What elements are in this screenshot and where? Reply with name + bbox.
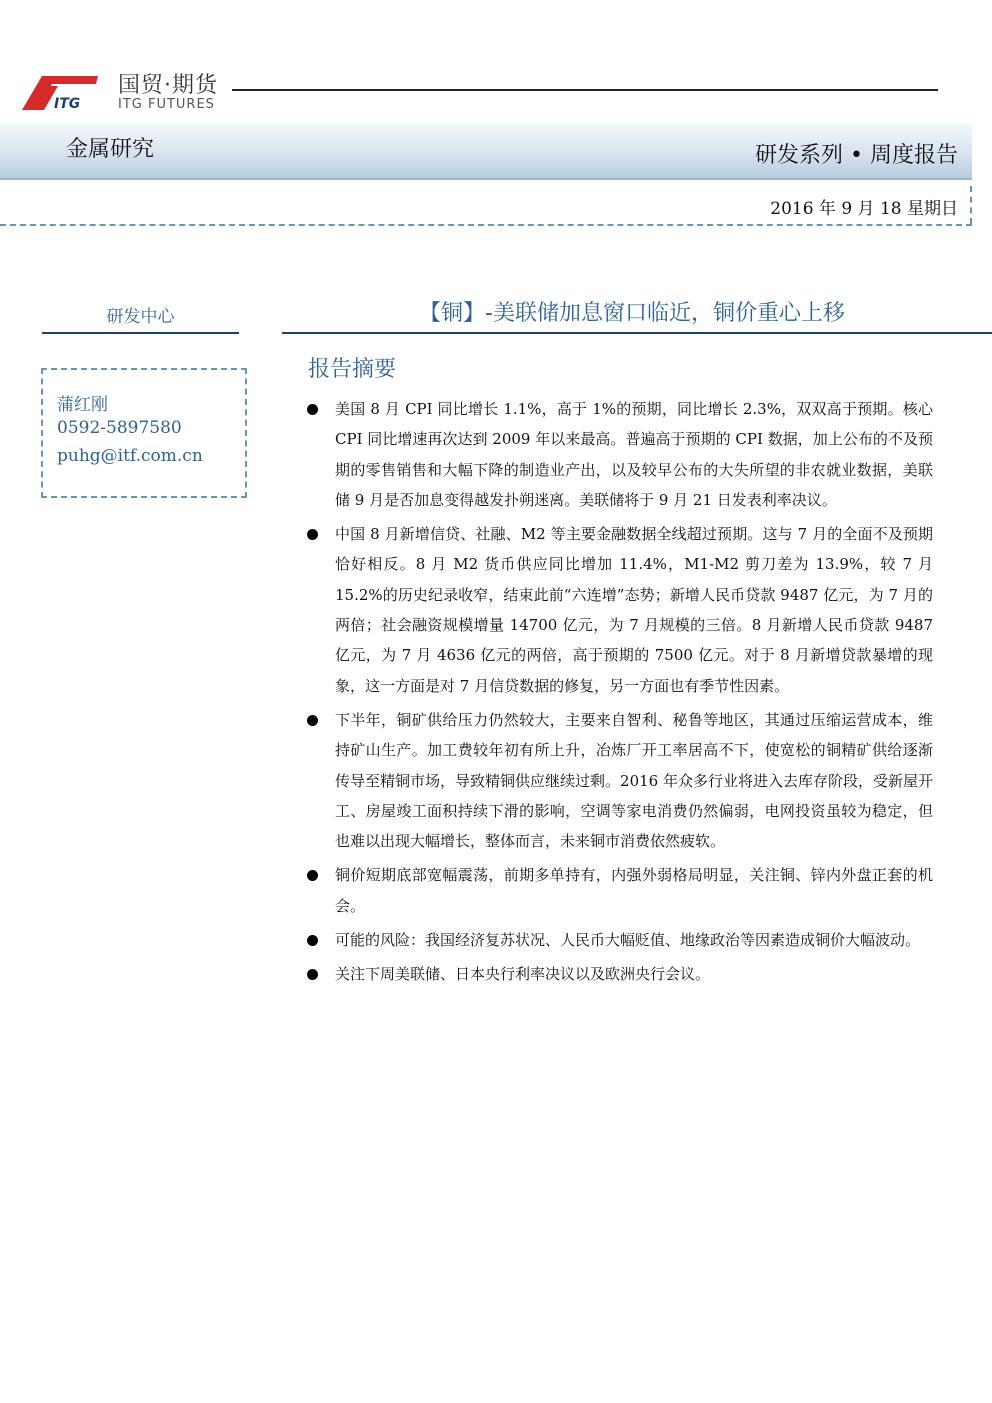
summary-text: 铜价短期底部宽幅震荡，前期多单持有，内强外弱格局明显，关注铜、锌内外盘正套的机会。 [335,866,933,915]
series-label: 研发系列 • 周度报告 [755,143,958,168]
summary-heading: 报告摘要 [308,357,397,382]
summary-text: 下半年，铜矿供给压力仍然较大，主要来自智利、秘鲁等地区，其通过压缩运营成本，维持矿山生产。加工费较年初有所上升，冶炼厂开工率居高不下，使宽松的铜精矿供给逐渐传导至精铜市场，导致精铜供应继续过剩。2016 年众多行业将进入去库存阶段，受新屋开工、房屋竣工面积持续下滑的影响，空调等家电消费仍然偏弱，电网投资虽较为稳定，但也难以出现大幅增长，整体而言，未来铜市消费依然疲软。 [335,710,933,851]
sidebar-rule [42,332,239,334]
report-date: 2016 年 9 月 18 星期日 [770,199,958,219]
summary-item [305,925,933,955]
bullet-icon [307,870,318,881]
contact-phone: 0592-5897580 [57,418,182,438]
company-logo [18,66,218,116]
summary-text: 可能的风险：我国经济复苏状况、人民币大幅贬值、地缘政治等因素造成铜价大幅波动。 [335,931,921,950]
title-rule [282,332,992,334]
bullet-icon [307,935,318,946]
summary-item [305,519,933,701]
report-title: 【铜】-美联储加息窗口临近，铜价重心上移 [419,301,845,326]
summary-list [305,394,933,994]
summary-text: 关注下周美联储、日本央行利率决议以及欧洲央行会议。 [335,965,711,984]
bullet-icon [307,404,318,415]
logo-english-name: ITG FUTURES [118,97,215,112]
contact-name: 蒲红刚 [57,395,108,415]
logo-mark-text: ITG [54,96,81,112]
sidebar-title: 研发中心 [106,307,175,327]
bullet-icon [307,969,318,980]
contact-email[interactable]: puhg@itf.com.cn [57,446,203,466]
summary-item [305,705,933,856]
date-row [0,186,972,226]
summary-text: 美国 8 月 CPI 同比增长 1.1%，高于 1%的预期，同比增长 2.3%，双双高于预期。核心 CPI 同比增速再次达到 2009 年以来最高。普遍高于预期的 CPI 数据，加上公布的不及预期的零售销售和大幅下降的制造业产出，以及较早公布的大失所望的非农就业数据，美联储 9 月是否加息变得越发扑朔迷离。美联储将于 9 月 21 日发表利率决议。 [335,400,933,509]
summary-item [305,394,933,515]
summary-item [305,959,933,989]
bullet-icon [307,529,318,540]
itg-logo-icon [18,70,98,112]
header-rule [232,89,938,91]
contact-box [41,368,247,498]
date-row-divider [970,186,972,224]
category-label: 金属研究 [66,137,155,162]
bullet-icon [307,715,318,726]
summary-item [305,860,933,921]
logo-chinese-name: 国贸·期货 [118,73,218,98]
summary-text: 中国 8 月新增信贷、社融、M2 等主要金融数据全线超过预期。这与 7 月的全面不及预期恰好相反。8 月 M2 货币供应同比增加 11.4%，M1-M2 剪刀差为 13.9%，较 7 月 15.2%的历史纪录收窄，结束此前“六连增”态势；新增人民币贷款 9487 亿元，为 7 月的两倍；社会融资规模增量 14700 亿元，为 7 月规模的三倍。8 月新增人民币贷款 9487 亿元，为 7 月 4636 亿元的两倍，高于预期的 7500 亿元。对于 8 月新增贷款暴增的现象，这一方面是对 7 月信贷数据的修复，另一方面也有季节性因素。 [335,525,933,695]
title-banner [0,124,972,180]
